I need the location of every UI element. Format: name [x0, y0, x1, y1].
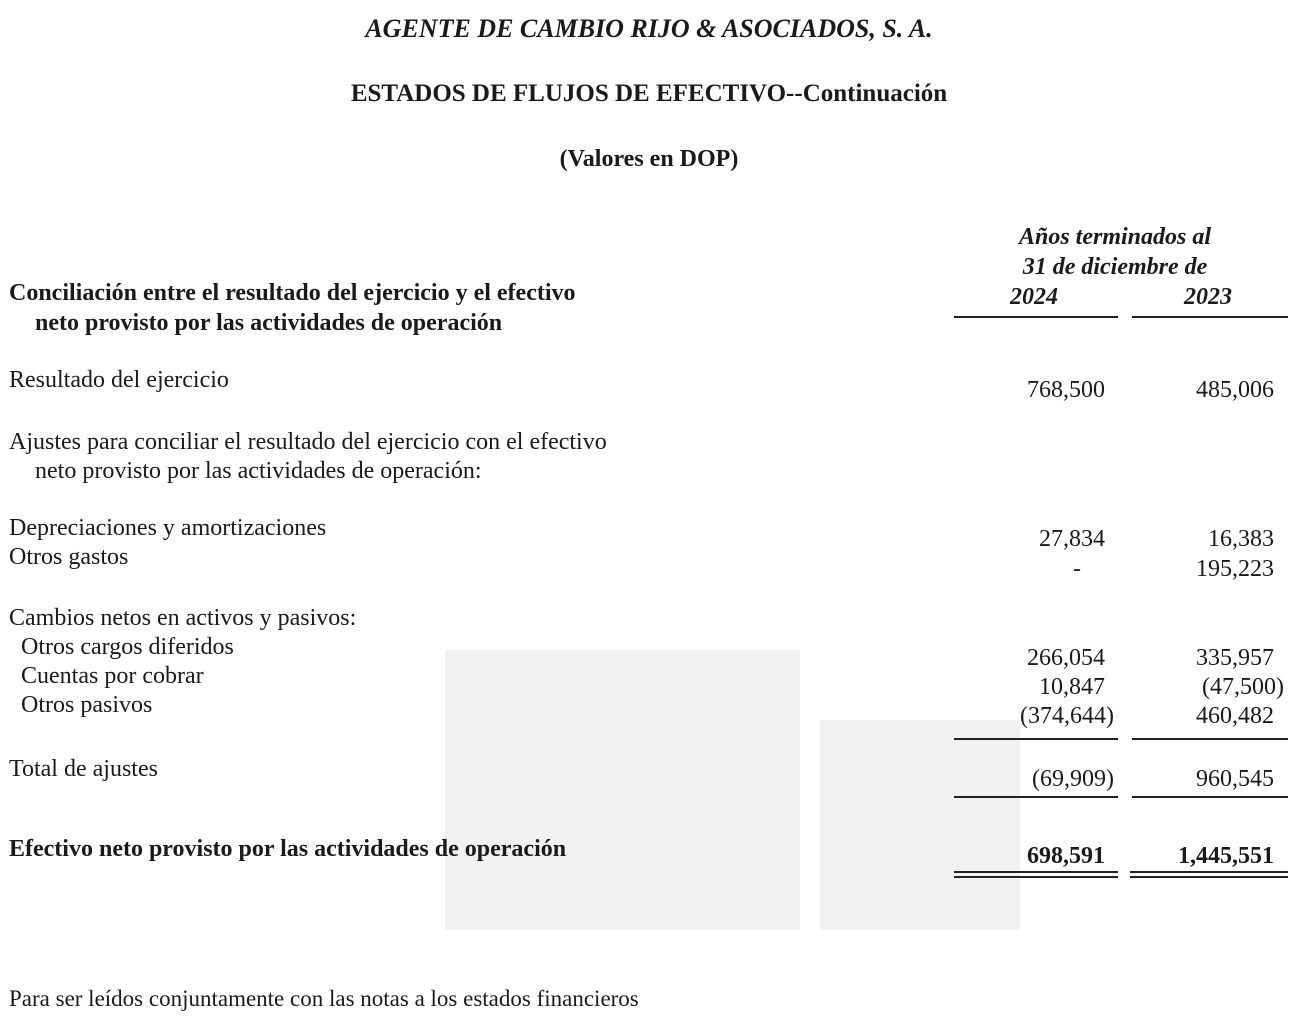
section-heading-line2: neto provisto por las actividades de operación — [35, 310, 503, 336]
value-resultado-2023: 485,006 — [1196, 377, 1274, 403]
value-otros-cargos-2024: 266,054 — [1027, 645, 1105, 671]
value-otros-pasivos-2024: (374,644) — [1020, 703, 1114, 729]
row-label-otros-gastos: Otros gastos — [9, 544, 129, 570]
row-label-otros-cargos: Otros cargos diferidos — [21, 634, 234, 660]
subtotal-rule-2023 — [1132, 738, 1288, 740]
value-efectivo-neto-2024: 698,591 — [1027, 843, 1105, 869]
ajustes-heading-line2: neto provisto por las actividades de operación: — [35, 458, 482, 484]
total-rule-2023 — [1132, 796, 1288, 798]
row-label-resultado: Resultado del ejercicio — [9, 367, 229, 393]
company-name: AGENTE DE CAMBIO RIJO & ASOCIADOS, S. A. — [365, 14, 933, 43]
row-label-cuentas-cobrar: Cuentas por cobrar — [21, 663, 204, 689]
cambios-heading: Cambios netos en activos y pasivos: — [9, 605, 357, 631]
header-rule-2023 — [1132, 316, 1288, 318]
footer-note: Para ser leídos conjuntamente con las notas a los estados financieros — [9, 986, 639, 1011]
value-cuentas-cobrar-2023: (47,500) — [1202, 674, 1284, 700]
total-rule-2024 — [954, 796, 1118, 798]
grand-total-double-rule-2024 — [954, 871, 1118, 878]
value-otros-gastos-2024: - — [1073, 556, 1081, 582]
row-label-total-ajustes: Total de ajustes — [9, 756, 158, 782]
period-header-line2: 31 de diciembre de — [1022, 254, 1208, 280]
row-label-efectivo-neto: Efectivo neto provisto por las actividades de operación — [9, 836, 567, 862]
grand-total-double-rule-2023 — [1130, 871, 1288, 878]
value-otros-cargos-2023: 335,957 — [1196, 645, 1274, 671]
row-label-otros-pasivos: Otros pasivos — [21, 692, 153, 718]
column-year-2024: 2024 — [1010, 284, 1058, 310]
value-total-ajustes-2024: (69,909) — [1032, 766, 1114, 792]
value-efectivo-neto-2023: 1,445,551 — [1178, 843, 1274, 869]
currency-note: (Valores en DOP) — [559, 146, 739, 172]
ajustes-heading-line1: Ajustes para conciliar el resultado del ejercicio con el efectivo — [9, 429, 607, 455]
statement-title: ESTADOS DE FLUJOS DE EFECTIVO--Continuación — [350, 80, 948, 107]
value-depreciaciones-2024: 27,834 — [1039, 526, 1105, 552]
value-total-ajustes-2023: 960,545 — [1196, 766, 1274, 792]
section-heading-line1: Conciliación entre el resultado del ejercicio y el efectivo — [9, 280, 576, 306]
subtotal-rule-2024 — [954, 738, 1118, 740]
header-rule-2024 — [954, 316, 1118, 318]
column-year-2023: 2023 — [1184, 284, 1232, 310]
watermark-logo — [445, 650, 1025, 930]
period-header-line1: Años terminados al — [1018, 224, 1212, 250]
value-otros-pasivos-2023: 460,482 — [1196, 703, 1274, 729]
value-otros-gastos-2023: 195,223 — [1196, 556, 1274, 582]
row-label-depreciaciones: Depreciaciones y amortizaciones — [9, 515, 327, 541]
value-depreciaciones-2023: 16,383 — [1208, 526, 1274, 552]
value-resultado-2024: 768,500 — [1027, 377, 1105, 403]
value-cuentas-cobrar-2024: 10,847 — [1039, 674, 1105, 700]
